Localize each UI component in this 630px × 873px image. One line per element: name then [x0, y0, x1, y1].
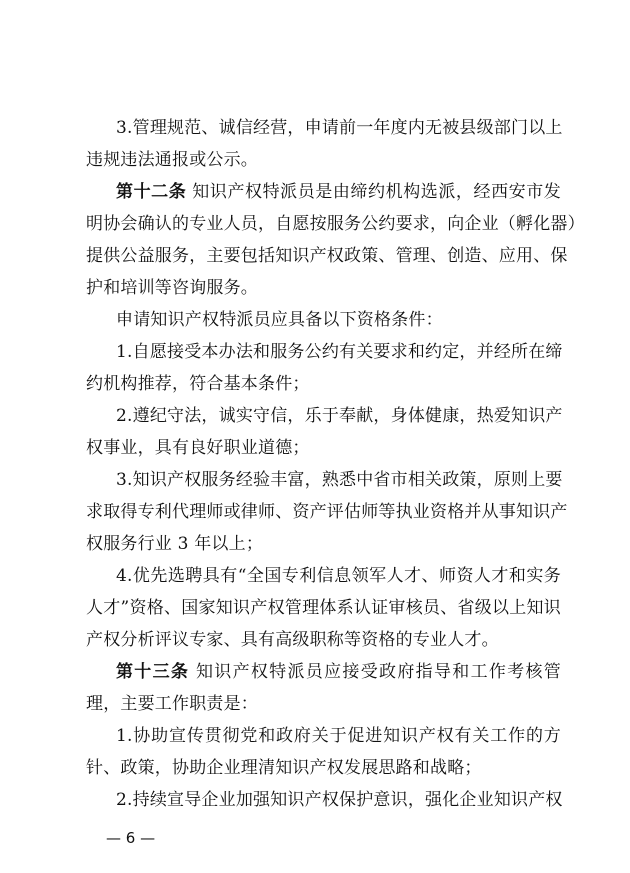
list-item-line: 2.持续宣导企业加强知识产权保护意识，强化企业知识产权 [116, 790, 563, 810]
list-item-line: 2.遵纪守法，诚实守信，乐于奉献，身体健康，热爱知识产 [116, 406, 563, 426]
list-item-line: 约机构推荐，符合基本条件； [86, 374, 310, 394]
article-12-heading-line: 第十二条 知识产权特派员是由缔约机构选派，经西安市发 [116, 182, 561, 202]
list-item-line: 求取得专利代理师或律师、资产评估师等执业资格并从事知识产 [86, 502, 568, 522]
list-item-line: 4.优先选聘具有“全国专利信息领军人才、师资人才和实务 [116, 566, 561, 586]
list-item-line: 产权分析评议专家、具有高级职称等资格的专业人才。 [86, 630, 499, 650]
paragraph-line: 护和培训等咨询服务。 [86, 278, 258, 298]
article-number: 第十二条 [116, 182, 187, 202]
list-item-line: 1.协助宣传贯彻党和政府关于促进知识产权有关工作的方 [116, 726, 561, 746]
list-item-line: 权事业，具有良好职业道德； [86, 438, 310, 458]
paragraph-line: 违规违法通报或公示。 [86, 150, 258, 170]
list-item-line: 针、政策，协助企业理清知识产权发展思路和战略； [86, 758, 482, 778]
paragraph-line: 理，主要工作职责是： [86, 694, 258, 714]
page-number: — 6 — [106, 829, 156, 847]
list-item-line: 1.自愿接受本办法和服务公约有关要求和约定，并经所在缔 [116, 342, 563, 362]
article-13-heading-line: 第十三条 知识产权特派员应接受政府指导和工作考核管 [116, 662, 561, 682]
list-item-line: 权服务行业 3 年以上； [86, 534, 264, 554]
paragraph-line: 申请知识产权特派员应具备以下资格条件： [116, 310, 443, 330]
list-item-line: 3.知识产权服务经验丰富，熟悉中省市相关政策，原则上要 [116, 470, 563, 490]
paragraph-line: 3.管理规范、诚信经营，申请前一年度内无被县级部门以上 [116, 118, 563, 138]
article-number: 第十三条 [116, 662, 190, 682]
paragraph-line: 提供公益服务，主要包括知识产权政策、管理、创造、应用、保 [86, 246, 568, 266]
list-item-line: 人才”资格、国家知识产权管理体系认证审核员、省级以上知识 [86, 598, 561, 618]
paragraph-line: 明协会确认的专业人员，自愿按服务公约要求，向企业（孵化器） [86, 214, 585, 234]
